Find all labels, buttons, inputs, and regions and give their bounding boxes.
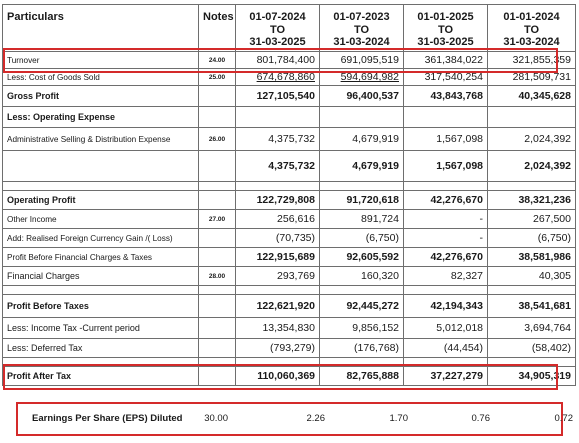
row-label: Less: Deferred Tax (3, 339, 199, 358)
cell-value: 82,327 (404, 267, 488, 286)
eps-box (16, 402, 573, 436)
cell-value: 691,095,519 (320, 52, 404, 69)
cell-value: 2,024,392 (488, 128, 576, 151)
cell-value: 40,345,628 (488, 86, 576, 107)
row-note (199, 295, 236, 318)
particulars-header: Particulars (3, 5, 199, 52)
row-label: Gross Profit (3, 86, 199, 107)
cell-value: 160,320 (320, 267, 404, 286)
cell-value: 2,024,392 (488, 151, 576, 182)
row-label: Less: Income Tax -Current period (3, 318, 199, 339)
notes-header: Notes (199, 5, 236, 52)
cell-value: 38,321,236 (488, 191, 576, 210)
row-note: 27.00 (199, 210, 236, 229)
cell-value: 42,276,670 (404, 191, 488, 210)
header-row (3, 5, 576, 52)
cell-value: 122,621,920 (236, 295, 320, 318)
cell-value: 4,375,732 (236, 128, 320, 151)
cell-value: - (404, 210, 488, 229)
row-label: Profit Before Financial Charges & Taxes (3, 248, 199, 267)
cell-value: (176,768) (320, 339, 404, 358)
row-admin-expense (3, 128, 576, 151)
cell-value: (793,279) (236, 339, 320, 358)
turnover-highlight-box (3, 48, 558, 73)
cell-value: 4,375,732 (236, 151, 320, 182)
eps-value: 1.70 (389, 413, 408, 424)
eps-value: 0.76 (471, 413, 490, 424)
row-profit-before-taxes (3, 295, 576, 318)
row-income-tax-current (3, 318, 576, 339)
cell-value: 3,694,764 (488, 318, 576, 339)
cell-value: 594,694,982 (320, 69, 404, 86)
cell-value: 891,724 (320, 210, 404, 229)
row-note: 28.00 (199, 267, 236, 286)
cell-value: 122,915,689 (236, 248, 320, 267)
row-label: Less: Cost of Goods Sold (3, 69, 199, 86)
row-note (199, 248, 236, 267)
cell-value: 321,855,359 (488, 52, 576, 69)
cell-value: 4,679,919 (320, 151, 404, 182)
period-header-2: 01-07-2023 TO 31-03-2024 (320, 5, 404, 52)
cell-value: 1,567,098 (404, 128, 488, 151)
row-gross-profit (3, 86, 576, 107)
eps-value: 30.00 (204, 413, 228, 424)
row-financial-charges (3, 267, 576, 286)
cell-value: 127,105,540 (236, 86, 320, 107)
row-label: Financial Charges (3, 267, 199, 286)
row-note: 25.00 (199, 69, 236, 86)
cell-value: 256,616 (236, 210, 320, 229)
row-note (199, 191, 236, 210)
cell-value: (6,750) (320, 229, 404, 248)
row-label: Turnover (3, 52, 199, 69)
row-opex-total (3, 151, 576, 182)
row-note (199, 229, 236, 248)
cell-value: 674,678,860 (236, 69, 320, 86)
cell-value: - (404, 229, 488, 248)
cell-value: 37,227,279 (404, 367, 488, 386)
cell-value: 92,445,272 (320, 295, 404, 318)
row-note: 24.00 (199, 52, 236, 69)
row-operating-profit (3, 191, 576, 210)
cell-value: 293,769 (236, 267, 320, 286)
cell-value: 110,060,369 (236, 367, 320, 386)
cell-value: (70,735) (236, 229, 320, 248)
eps-value: 2.26 (306, 413, 325, 424)
cell-value: 92,605,592 (320, 248, 404, 267)
cell-value: 96,400,537 (320, 86, 404, 107)
period-header-4: 01-01-2024 TO 31-03-2024 (488, 5, 576, 52)
cell-value: 38,581,986 (488, 248, 576, 267)
row-less-operating-expense (3, 107, 576, 128)
cell-value: 82,765,888 (320, 367, 404, 386)
cell-value: 317,540,254 (404, 69, 488, 86)
cell-value: 42,194,343 (404, 295, 488, 318)
cell-value: 1,567,098 (404, 151, 488, 182)
row-deferred-tax (3, 339, 576, 358)
cell-value: 361,384,022 (404, 52, 488, 69)
cell-value: 281,509,731 (488, 69, 576, 86)
cell-value: (6,750) (488, 229, 576, 248)
row-pbfct (3, 248, 576, 267)
row-fx-gain (3, 229, 576, 248)
period-header-3: 01-01-2025 TO 31-03-2025 (404, 5, 488, 52)
cell-value: 4,679,919 (320, 128, 404, 151)
cell-value: 38,541,681 (488, 295, 576, 318)
row-label: Administrative Selling & Distribution Expense (3, 128, 199, 151)
cell-value: 42,276,670 (404, 248, 488, 267)
row-label: Profit After Tax (3, 367, 199, 386)
row-note (199, 339, 236, 358)
cell-value: (44,454) (404, 339, 488, 358)
cell-value: 267,500 (488, 210, 576, 229)
eps-value: 0.72 (554, 413, 573, 424)
cell-value: 43,843,768 (404, 86, 488, 107)
row-note (199, 318, 236, 339)
cell-value: 40,305 (488, 267, 576, 286)
spacer-row (3, 286, 576, 295)
eps-label: Earnings Per Share (EPS) Diluted (32, 413, 183, 424)
row-label: Profit Before Taxes (3, 295, 199, 318)
row-label: Add: Realised Foreign Currency Gain /( Loss) (3, 229, 199, 248)
row-note (199, 86, 236, 107)
cell-value: 122,729,808 (236, 191, 320, 210)
cell-value: 801,784,400 (236, 52, 320, 69)
spacer-row (3, 182, 576, 191)
row-label: Operating Profit (3, 191, 199, 210)
cell-value: (58,402) (488, 339, 576, 358)
cell-value: 9,856,152 (320, 318, 404, 339)
row-note: 26.00 (199, 128, 236, 151)
row-label: Other Income (3, 210, 199, 229)
row-label: Less: Operating Expense (3, 107, 199, 128)
row-other-income (3, 210, 576, 229)
period-header-1: 01-07-2024 TO 31-03-2025 (236, 5, 320, 52)
cell-value: 91,720,618 (320, 191, 404, 210)
cell-value: 34,905,319 (488, 367, 576, 386)
cell-value: 5,012,018 (404, 318, 488, 339)
pat-highlight-box (3, 364, 558, 390)
cell-value: 13,354,830 (236, 318, 320, 339)
